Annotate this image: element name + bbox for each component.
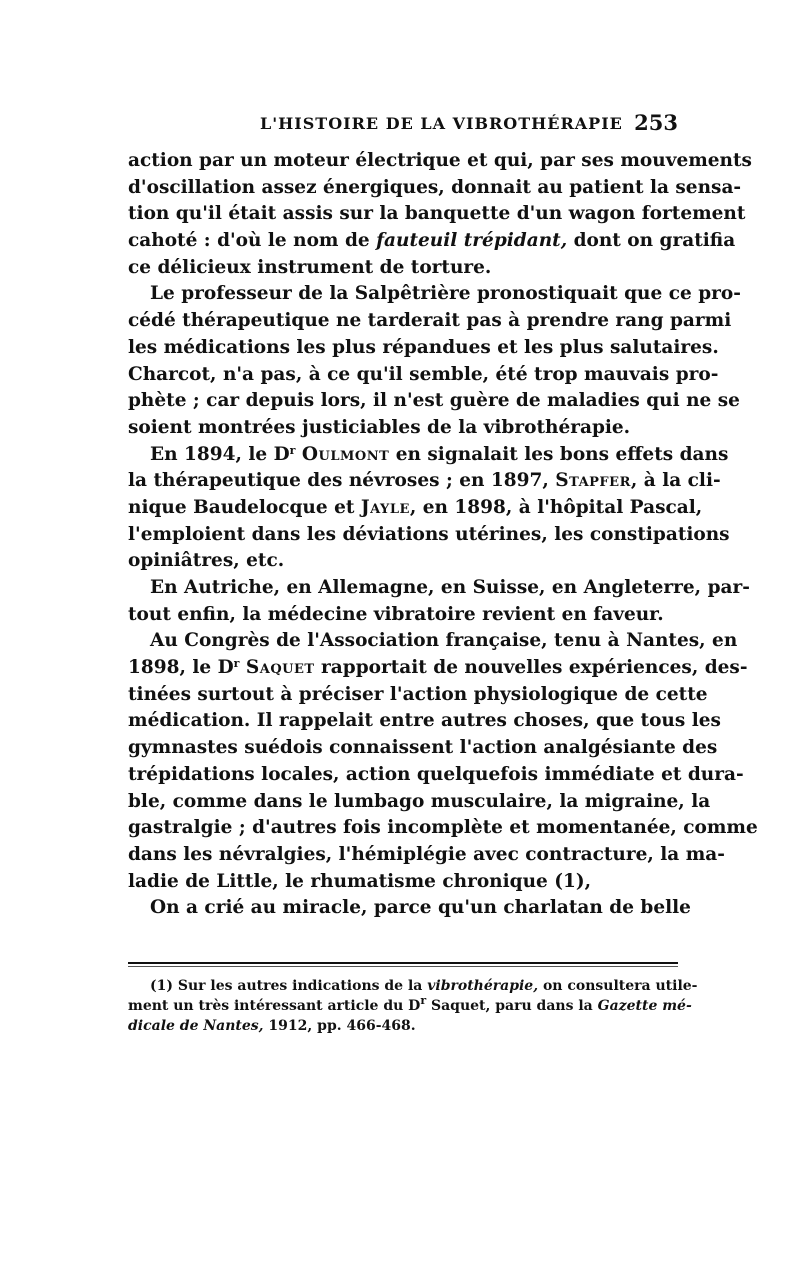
footnote <box>128 976 698 1036</box>
footnote-rule <box>128 962 678 964</box>
running-header <box>128 110 678 138</box>
journal-title: Gazette mé- <box>597 998 692 1014</box>
text-line: Charcot, n'a pas, à ce qu'il semble, été trop mauvais pro- <box>128 363 719 385</box>
footnote-line: ment un très intéressant article du $D^r$ Saquet, paru dans la Gazette mé- <box>128 994 692 1014</box>
text-line: la thérapeutique des névroses ; en 1897, Stapfer, à la cli- <box>128 470 721 492</box>
text-line: cédé thérapeutique ne tarderait pas à prendre rang parmi <box>128 310 732 332</box>
text-line: 1898, le $D^r$ Saquet rapportait de nouvelles expériences, des- <box>128 657 748 679</box>
text-line: action par un moteur électrique et qui, par ses mouvements <box>128 150 752 171</box>
paragraph-start: En 1894, le $D^r$ Oulmont en signalait les bons effets dans <box>150 443 729 465</box>
italic-term: vibrothérapie, <box>427 978 539 994</box>
text-line: ladie de Little, le rhumatisme chronique (1), <box>128 870 592 892</box>
text-line: ble, comme dans le lumbago musculaire, la migraine, la <box>128 790 711 812</box>
text-line: tinées surtout à préciser l'action physiologique de cette <box>128 683 708 705</box>
author-name: Stapfer <box>555 470 631 492</box>
text-line: opiniâtres, etc. <box>128 550 285 572</box>
text-line: cahoté : d'où le nom de fauteuil trépidant, dont on gratifia <box>128 230 736 252</box>
author-name: Saquet <box>245 657 315 679</box>
text-line: ce délicieux instrument de torture. <box>128 256 492 278</box>
body-text <box>128 148 758 922</box>
paragraph-start: Le professeur de la Salpêtrière pronostiquait que ce pro- <box>150 283 741 305</box>
text-line: tion qu'il était assis sur la banquette d'un wagon fortement <box>128 203 746 225</box>
text-line: tout enfin, la médecine vibratoire revient en faveur. <box>128 603 664 625</box>
text-line: phète ; car depuis lors, il n'est guère de maladies qui ne se <box>128 390 740 412</box>
author-name: Oulmont <box>301 443 390 465</box>
text-line: nique Baudelocque et Jayle, en 1898, à l'hôpital Pascal, <box>128 496 703 518</box>
author-name: Jayle <box>360 496 410 518</box>
text-line: trépidations locales, action quelquefois immédiate et dura- <box>128 763 744 785</box>
italic-term: fauteuil trépidant, <box>376 230 568 252</box>
text-line: dans les névralgies, l'hémiplégie avec contracture, la ma- <box>128 843 725 865</box>
journal-title: dicale de Nantes, <box>128 1018 264 1034</box>
footnote-rule-thin <box>128 966 678 967</box>
paragraph-start: En Autriche, en Allemagne, en Suisse, en Angleterre, par- <box>150 577 750 598</box>
footnote-line: (1) Sur les autres indications de la vibrothérapie, on consultera utile- <box>150 978 698 994</box>
text-line: médication. Il rappelait entre autres choses, que tous les <box>128 710 721 732</box>
text-line: gymnastes suédois connaissent l'action analgésiante des <box>128 737 718 759</box>
text-line: gastralgie ; d'autres fois incomplète et momentanée, comme <box>128 817 758 839</box>
running-title: L'HISTOIRE DE LA VIBROTHÉRAPIE <box>260 114 623 133</box>
text-line: les médications les plus répandues et les plus salutaires. <box>128 336 719 358</box>
text-line: soient montrées justiciables de la vibrothérapie. <box>128 416 631 438</box>
text-line: d'oscillation assez énergiques, donnait au patient la sensa- <box>128 176 742 198</box>
footnote-line: dicale de Nantes, 1912, pp. 466-468. <box>128 1018 416 1034</box>
paragraph-start: Au Congrès de l'Association française, tenu à Nantes, en <box>150 630 738 652</box>
page-number: 253 <box>634 110 678 135</box>
text-line: l'emploient dans les déviations utérines, les constipations <box>128 523 730 545</box>
paragraph-start: On a crié au miracle, parce qu'un charlatan de belle <box>150 897 691 919</box>
